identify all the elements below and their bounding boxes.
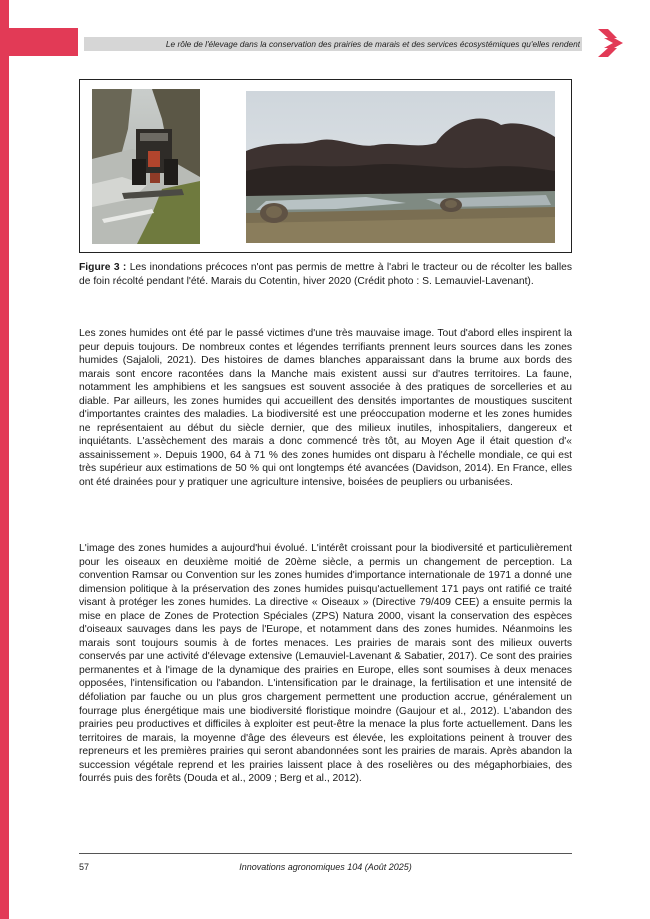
chevron-logo-icon — [594, 26, 628, 60]
figure-caption — [79, 261, 572, 289]
running-title: Le rôle de l'élevage dans la conservation des prairies de marais et des services écosystémiques qu'elles rendent — [165, 39, 580, 49]
accent-side-bar — [0, 0, 9, 919]
footer-rule — [79, 853, 572, 854]
figure-caption-text: Les inondations précoces n'ont pas permis de mettre à l'abri le tracteur ou de récolter les balles de foin récolté pendant l'été. Marais du Cotentin, hiver 2020 (Crédit photo : S. Lemauviel-Lavenant). — [79, 262, 572, 288]
body-paragraph-1: Les zones humides ont été par le passé victimes d'une très mauvaise image. Tout d'abord elles inspirent la peur depuis toujours. De nombreux contes et légendes terrifiants prennent leurs sources dans les zones humides (Sajaloli, 2021). Des histoires de dames blanches apparaissant dans la brume aux bords des marais sont encore racontées dans la Manche mais existent aussi sur d'autres territoires. La faune, notamment les amphibiens et les sangsues est souvent associée à des pratiques de sorcelleries et au diable. Par ailleurs, les zones humides qui accueillent des densités importantes de moustiques suscitent d'importantes craintes des maladies. La biodiversité est une préoccupation moderne et les zones humides ne représentaient au début du siècle dernier, que des milieux inutiles, inhospitaliers, dangereux et inquiétants. L'assèchement des marais a donc commencé très tôt, au Moyen Age il était question d'« assainissement ». Depuis 1900, 64 à 71 % des zones humides ont disparu à l'échelle mondiale, ce qui est très supérieur aux estimations de 50 % qui ont longtemps été avancées (Davidson, 2014). En France, elles ont été drainées pour y pratiquer une agriculture intensive, boisées de peupliers ou urbanisées. — [79, 328, 572, 489]
page-number: 57 — [79, 862, 90, 872]
body-paragraph-2: L'image des zones humides a aujourd'hui évolué. L'intérêt croissant pour la biodiversité et particulièrement pour les oiseaux en deuxième moitié de 20ème siècle, a permis un changement de perception. La convention Ramsar ou Convention sur les zones humides d'importance internationale de 1971 a donné une dimension politique à la préservation des zones humides puisqu'actuellement 171 pays ont ratifié ce traité visant à protéger les zones humides. La directive « Oiseaux » (Directive 79/409 CEE) a ensuite permis la mise en place de Zones de Protection Spéciales (ZPS) Natura 2000, visant la conservation des espèces d'oiseaux sauvages dans les pays de l'Europe, et notamment dans des zones humides. Néanmoins les marais sont toujours soumis à de fortes menaces. Les prairies de marais sont des milieux ouverts conservés par une activité d'élevage extensive (Lemauviel-Lavenant & Sabatier, 2017). Ce sont des prairies permanentes et à l'image de la dynamique des prairies en Europe, elles sont soumises à deux menaces opposées, l'intensification ou l'abandon. L'intensification par le drainage, la fertilisation et une intensité de défoliation par fauche ou un plus gros chargement permettent une production accrue, généralement un fourrage plus énergétique mais une biodiversité floristique moindre (Gaujour et al., 2012). L'abandon des prairies peu productives et difficiles à exploiter est peut-être la menace la plus forte actuellement. Dans les territoires de marais, la moyenne d'âge des éleveurs est élevée, les exploitations peinent à trouver des repreneurs et les premières prairies qui seront abandonnées sont les prairies de marais. Après abandon la succession végétale reprend et les prairies laissent place à des roselières ou des mégaphorbiaies, des fourrés puis des forêts (Douda et al., 2009 ; Berg et al., 2012). — [79, 543, 572, 785]
flooded-marsh-hay-bales-photo — [246, 91, 555, 243]
figure-label: Figure 3 : — [79, 262, 127, 273]
accent-header-tab — [0, 28, 78, 56]
footer-journal: Innovations agronomiques 104 (Août 2025) — [239, 862, 412, 872]
figure-frame — [79, 79, 572, 253]
flooded-tractor-photo — [92, 89, 200, 244]
